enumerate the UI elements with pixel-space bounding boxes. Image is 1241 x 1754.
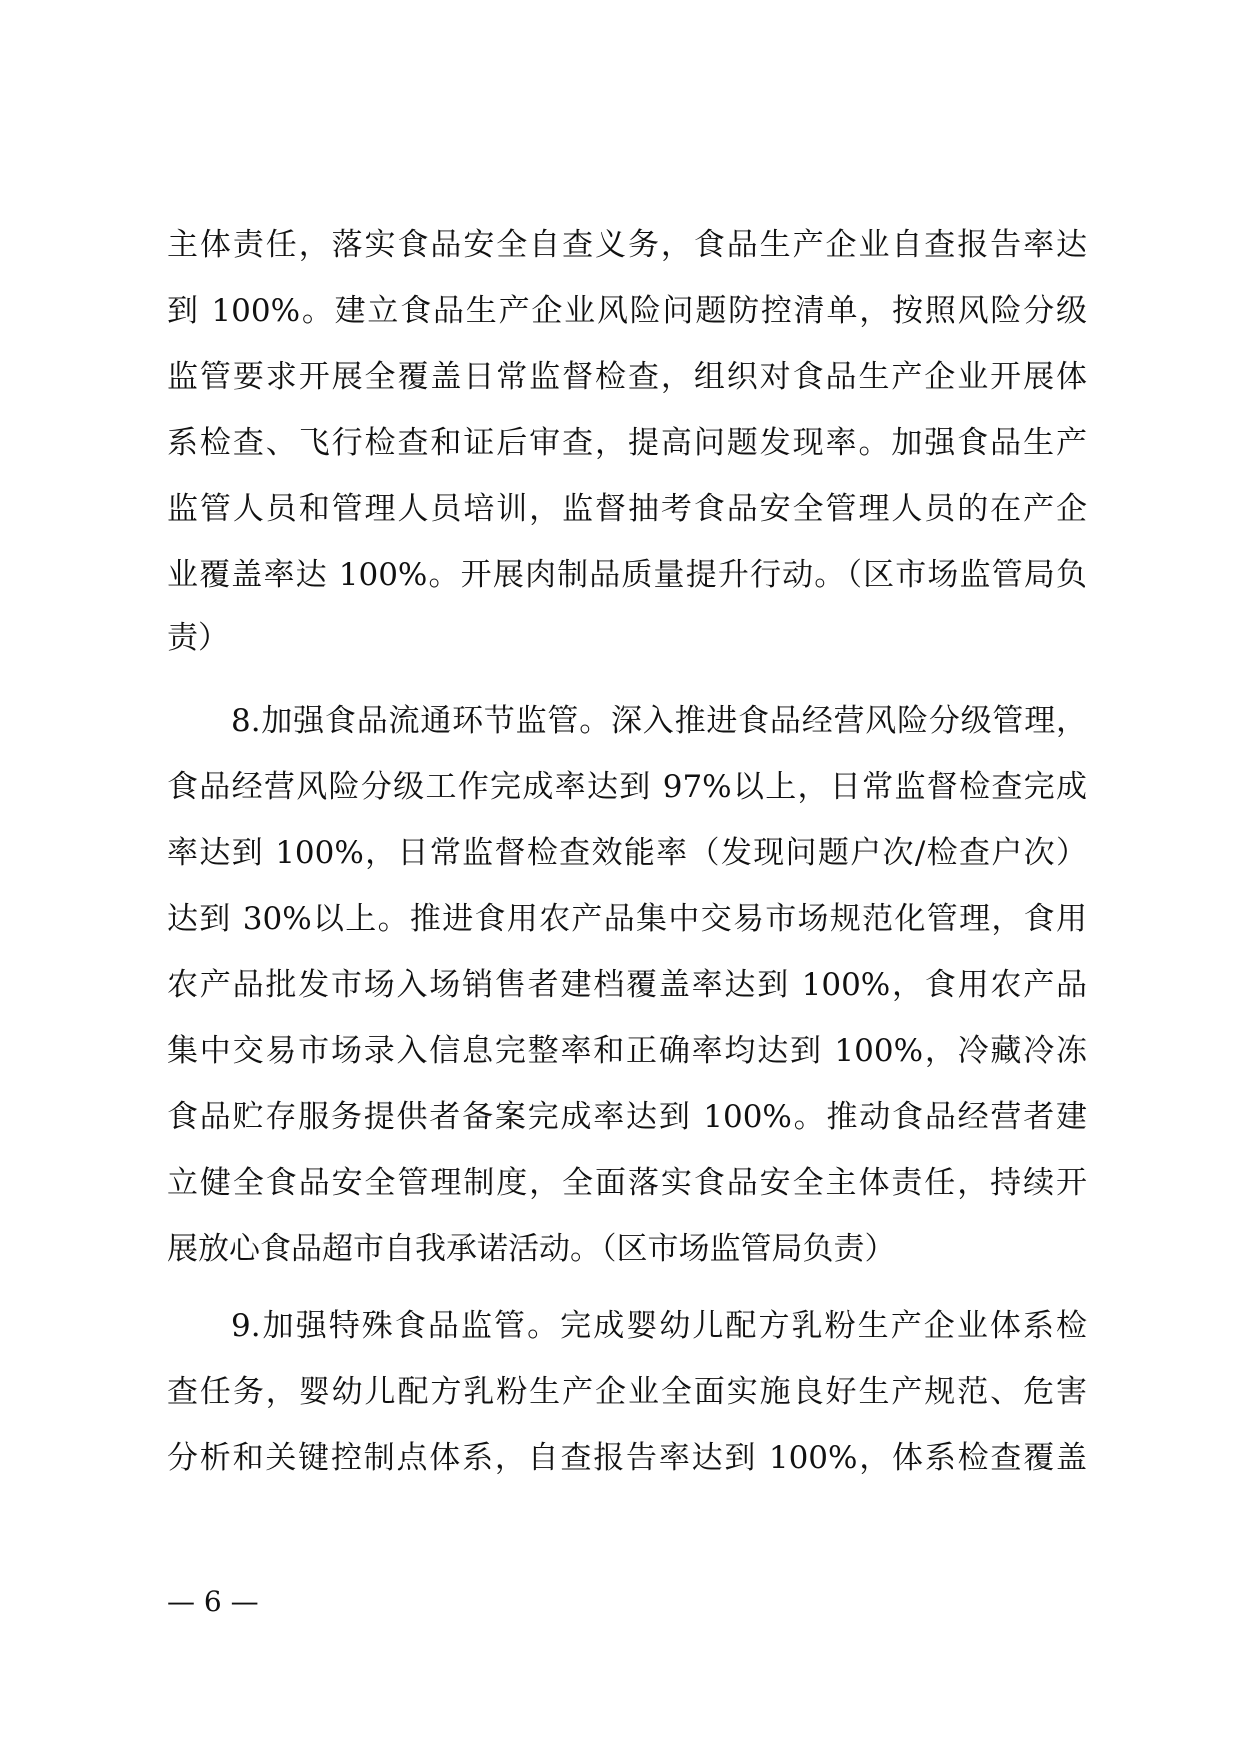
paragraph-2-line-9: 展放心食品超市自我承诺活动。（区市场监管局负责）: [167, 1231, 896, 1267]
paragraph-1-line-7: 责）: [167, 620, 229, 656]
paragraph-2-line-2: 食品经营风险分级工作完成率达到 97%以上，日常监督检查完成: [167, 769, 1087, 805]
paragraph-1-line-5: 监管人员和管理人员培训，监督抽考食品安全管理人员的在产企: [167, 491, 1087, 527]
paragraph-2-line-3: 率达到 100%，日常监督检查效能率（发现问题户次/检查户次）: [167, 835, 1087, 871]
paragraph-2-line-7: 食品贮存服务提供者备案完成率达到 100%。推动食品经营者建: [167, 1099, 1087, 1135]
paragraph-1-line-2: 到 100%。建立食品生产企业风险问题防控清单，按照风险分级: [167, 293, 1087, 329]
paragraph-2-line-8: 立健全食品安全管理制度，全面落实食品安全主体责任，持续开: [167, 1165, 1087, 1201]
paragraph-3-line-1: 9.加强特殊食品监管。完成婴幼儿配方乳粉生产企业体系检: [231, 1308, 1087, 1344]
page-number: — 6 —: [167, 1585, 259, 1618]
paragraph-2-line-4: 达到 30%以上。推进食用农产品集中交易市场规范化管理，食用: [167, 901, 1087, 937]
paragraph-2-line-1: 8.加强食品流通环节监管。深入推进食品经营风险分级管理，: [231, 703, 1087, 739]
paragraph-3-line-2: 查任务，婴幼儿配方乳粉生产企业全面实施良好生产规范、危害: [167, 1374, 1087, 1410]
paragraph-2-line-5: 农产品批发市场入场销售者建档覆盖率达到 100%，食用农产品: [167, 967, 1087, 1003]
paragraph-1-line-4: 系检查、飞行检查和证后审查，提高问题发现率。加强食品生产: [167, 425, 1087, 461]
paragraph-1-line-3: 监管要求开展全覆盖日常监督检查，组织对食品生产企业开展体: [167, 359, 1087, 395]
paragraph-2-line-6: 集中交易市场录入信息完整率和正确率均达到 100%，冷藏冷冻: [167, 1033, 1087, 1069]
paragraph-3-line-3: 分析和关键控制点体系，自查报告率达到 100%，体系检查覆盖: [167, 1440, 1087, 1476]
paragraph-1-line-1: 主体责任，落实食品安全自查义务，食品生产企业自查报告率达: [167, 227, 1087, 263]
paragraph-1-line-6: 业覆盖率达 100%。开展肉制品质量提升行动。（区市场监管局负: [167, 557, 1087, 593]
